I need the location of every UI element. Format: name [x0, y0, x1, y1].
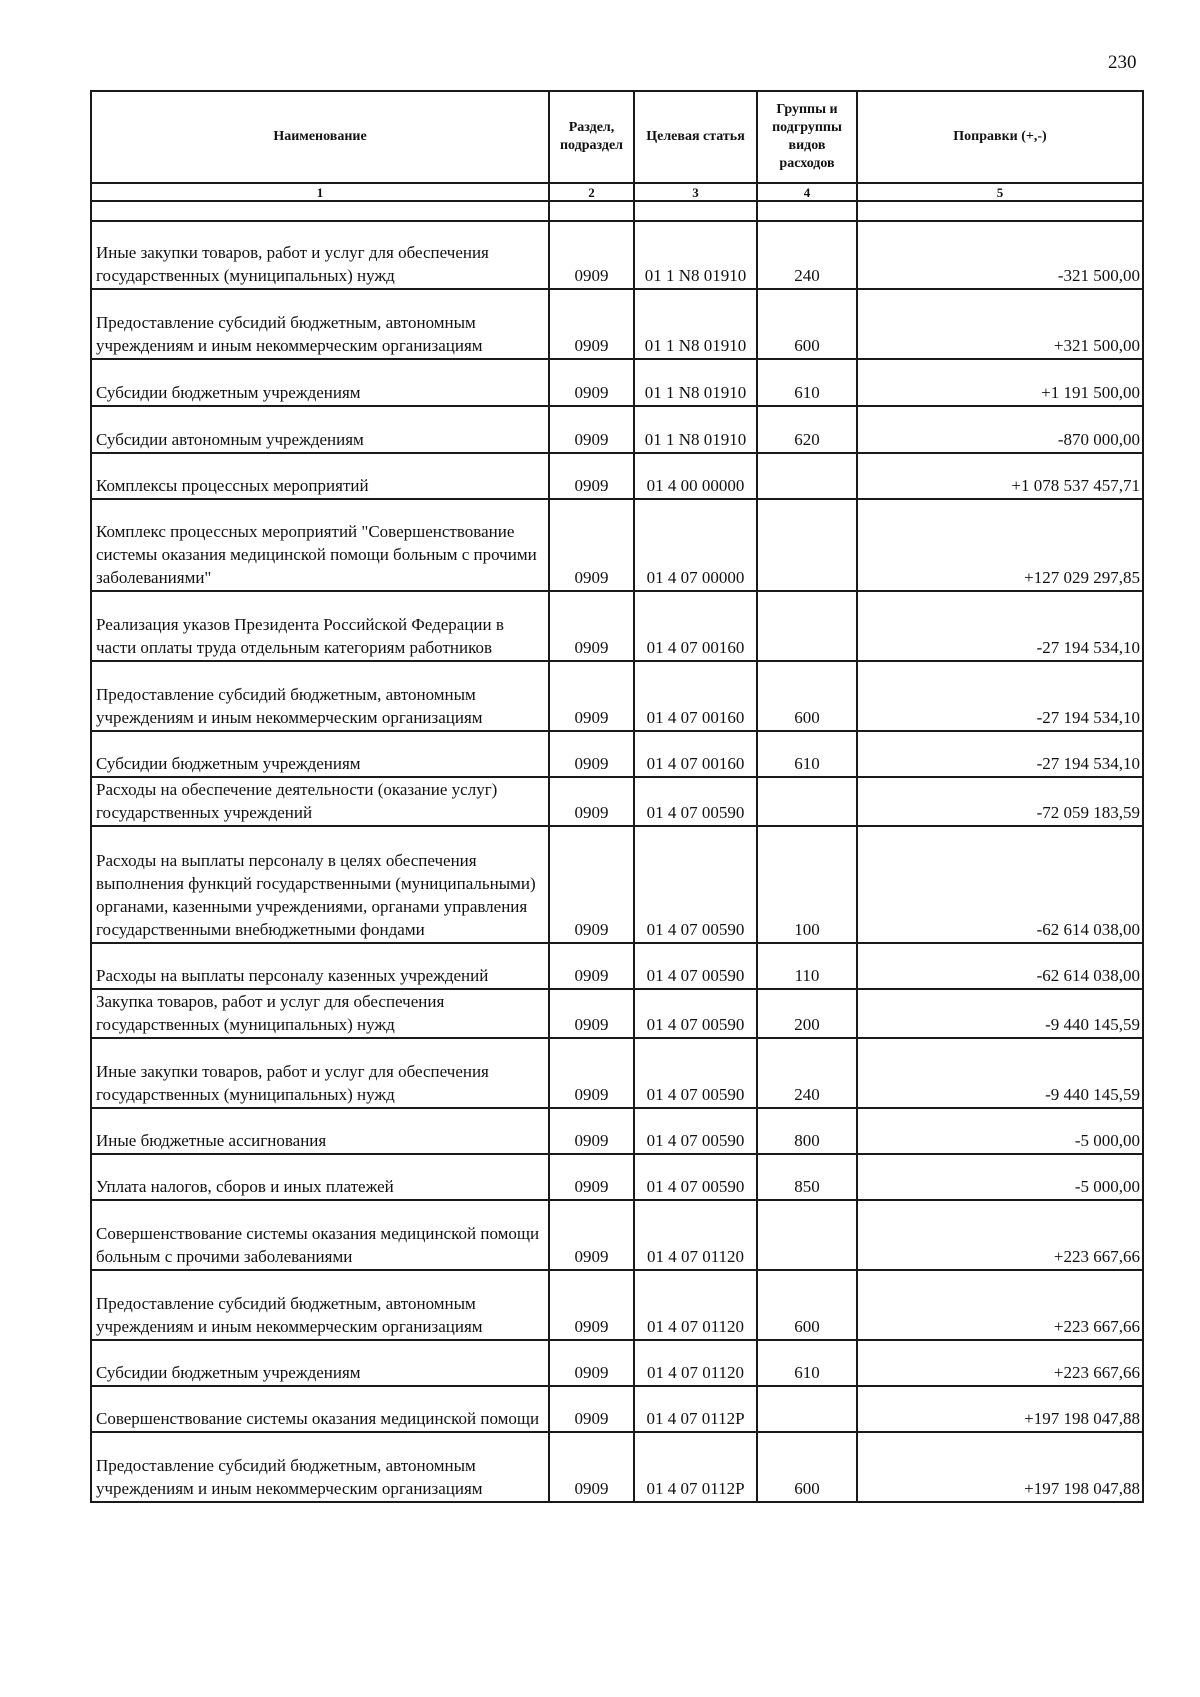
header-target: Целевая статья: [634, 91, 757, 183]
row-section-code: 0909: [549, 221, 634, 289]
header-group: Группы и подгруппы видов расходов: [757, 91, 857, 183]
header-section: Раздел, подраздел: [549, 91, 634, 183]
row-amount: -9 440 145,59: [857, 1038, 1143, 1108]
row-section-code: 0909: [549, 1038, 634, 1108]
row-section-code: 0909: [549, 499, 634, 591]
row-name: Субсидии бюджетным учреждениям: [91, 1340, 549, 1386]
table-row: [91, 406, 1143, 453]
row-target-code: 01 4 07 00590: [634, 1038, 757, 1108]
row-amount: -321 500,00: [857, 221, 1143, 289]
row-expense-group: 600: [757, 1432, 857, 1502]
row-name: Совершенствование системы оказания медицинской помощи: [91, 1386, 549, 1432]
table-row: [91, 943, 1143, 989]
row-section-code: 0909: [549, 1200, 634, 1270]
table-row: [91, 1340, 1143, 1386]
row-name: Расходы на обеспечение деятельности (оказание услуг) государственных учреждений: [91, 777, 549, 826]
row-name: Совершенствование системы оказания медицинской помощи больным с прочими заболеваниями: [91, 1200, 549, 1270]
row-expense-group: 600: [757, 661, 857, 731]
row-amount: -27 194 534,10: [857, 731, 1143, 777]
column-number: 5: [857, 183, 1143, 201]
spacer-row: [91, 201, 1143, 221]
table-row: [91, 359, 1143, 406]
row-target-code: 01 4 07 00160: [634, 731, 757, 777]
row-target-code: 01 4 07 00590: [634, 777, 757, 826]
table-body: [91, 201, 1143, 1502]
row-amount: +223 667,66: [857, 1200, 1143, 1270]
table-row: [91, 499, 1143, 591]
row-section-code: 0909: [549, 1270, 634, 1340]
table-row: [91, 1386, 1143, 1432]
row-name: Предоставление субсидий бюджетным, автономным учреждениям и иным некоммерческим организациям: [91, 1270, 549, 1340]
table-row: [91, 777, 1143, 826]
row-amount: +223 667,66: [857, 1270, 1143, 1340]
row-name: Уплата налогов, сборов и иных платежей: [91, 1154, 549, 1200]
header-name: Наименование: [91, 91, 549, 183]
row-target-code: 01 4 07 00160: [634, 661, 757, 731]
row-section-code: 0909: [549, 1386, 634, 1432]
row-section-code: 0909: [549, 826, 634, 943]
row-name: Предоставление субсидий бюджетным, автономным учреждениям и иным некоммерческим организациям: [91, 1432, 549, 1502]
row-section-code: 0909: [549, 1154, 634, 1200]
table-row: [91, 731, 1143, 777]
row-target-code: 01 4 07 01120: [634, 1200, 757, 1270]
row-amount: -9 440 145,59: [857, 989, 1143, 1038]
row-amount: -27 194 534,10: [857, 661, 1143, 731]
table-row: [91, 221, 1143, 289]
row-expense-group: 240: [757, 1038, 857, 1108]
row-target-code: 01 4 07 01120: [634, 1270, 757, 1340]
row-name: Комплекс процессных мероприятий "Совершенствование системы оказания медицинской помощи больным с прочими заболеваниями": [91, 499, 549, 591]
row-expense-group: 200: [757, 989, 857, 1038]
table-header-row: [91, 91, 1143, 183]
row-expense-group: [757, 1386, 857, 1432]
row-expense-group: 100: [757, 826, 857, 943]
column-number-row: [91, 183, 1143, 201]
row-expense-group: [757, 777, 857, 826]
row-expense-group: 800: [757, 1108, 857, 1154]
row-section-code: 0909: [549, 591, 634, 661]
row-section-code: 0909: [549, 453, 634, 499]
row-name: Расходы на выплаты персоналу казенных учреждений: [91, 943, 549, 989]
row-expense-group: 110: [757, 943, 857, 989]
row-expense-group: 600: [757, 289, 857, 359]
row-expense-group: [757, 453, 857, 499]
page-number: 230: [1108, 52, 1137, 73]
row-amount: -5 000,00: [857, 1108, 1143, 1154]
table-row: [91, 826, 1143, 943]
row-section-code: 0909: [549, 777, 634, 826]
row-amount: +127 029 297,85: [857, 499, 1143, 591]
row-expense-group: 610: [757, 1340, 857, 1386]
row-name: Иные бюджетные ассигнования: [91, 1108, 549, 1154]
table-row: [91, 453, 1143, 499]
table-row: [91, 1200, 1143, 1270]
row-target-code: 01 4 07 00000: [634, 499, 757, 591]
row-amount: +1 078 537 457,71: [857, 453, 1143, 499]
row-target-code: 01 1 N8 01910: [634, 359, 757, 406]
row-name: Иные закупки товаров, работ и услуг для обеспечения государственных (муниципальных) нужд: [91, 221, 549, 289]
row-target-code: 01 1 N8 01910: [634, 289, 757, 359]
row-name: Субсидии бюджетным учреждениям: [91, 731, 549, 777]
row-amount: -870 000,00: [857, 406, 1143, 453]
row-amount: -27 194 534,10: [857, 591, 1143, 661]
row-expense-group: 850: [757, 1154, 857, 1200]
column-number: 4: [757, 183, 857, 201]
header-amount: Поправки (+,-): [857, 91, 1143, 183]
row-name: Закупка товаров, работ и услуг для обеспечения государственных (муниципальных) нужд: [91, 989, 549, 1038]
row-target-code: 01 4 07 00590: [634, 989, 757, 1038]
row-section-code: 0909: [549, 1340, 634, 1386]
row-section-code: 0909: [549, 1432, 634, 1502]
row-expense-group: 620: [757, 406, 857, 453]
row-name: Субсидии бюджетным учреждениям: [91, 359, 549, 406]
row-section-code: 0909: [549, 406, 634, 453]
row-expense-group: [757, 1200, 857, 1270]
table-row: [91, 1432, 1143, 1502]
row-section-code: 0909: [549, 989, 634, 1038]
table-row: [91, 1154, 1143, 1200]
row-amount: +1 191 500,00: [857, 359, 1143, 406]
row-target-code: 01 4 07 0112P: [634, 1432, 757, 1502]
table-row: [91, 1038, 1143, 1108]
row-section-code: 0909: [549, 1108, 634, 1154]
row-expense-group: 610: [757, 731, 857, 777]
row-amount: +197 198 047,88: [857, 1432, 1143, 1502]
row-section-code: 0909: [549, 661, 634, 731]
row-target-code: 01 4 07 00590: [634, 826, 757, 943]
row-target-code: 01 4 07 0112P: [634, 1386, 757, 1432]
row-amount: -72 059 183,59: [857, 777, 1143, 826]
row-amount: -62 614 038,00: [857, 826, 1143, 943]
table-row: [91, 1108, 1143, 1154]
table-row: [91, 989, 1143, 1038]
budget-amendments-table: [90, 90, 1144, 1503]
row-expense-group: [757, 499, 857, 591]
row-target-code: 01 1 N8 01910: [634, 406, 757, 453]
table-row: [91, 661, 1143, 731]
row-section-code: 0909: [549, 731, 634, 777]
row-expense-group: 600: [757, 1270, 857, 1340]
row-amount: -62 614 038,00: [857, 943, 1143, 989]
row-expense-group: 240: [757, 221, 857, 289]
row-target-code: 01 4 07 01120: [634, 1340, 757, 1386]
table-row: [91, 289, 1143, 359]
row-amount: +321 500,00: [857, 289, 1143, 359]
row-expense-group: 610: [757, 359, 857, 406]
column-number: 3: [634, 183, 757, 201]
row-name: Реализация указов Президента Российской Федерации в части оплаты труда отдельным категориям работников: [91, 591, 549, 661]
row-target-code: 01 4 07 00590: [634, 943, 757, 989]
row-name: Иные закупки товаров, работ и услуг для обеспечения государственных (муниципальных) нужд: [91, 1038, 549, 1108]
row-name: Комплексы процессных мероприятий: [91, 453, 549, 499]
row-amount: -5 000,00: [857, 1154, 1143, 1200]
row-amount: +197 198 047,88: [857, 1386, 1143, 1432]
row-target-code: 01 4 07 00590: [634, 1154, 757, 1200]
table-row: [91, 1270, 1143, 1340]
row-section-code: 0909: [549, 359, 634, 406]
row-target-code: 01 4 07 00160: [634, 591, 757, 661]
row-name: Субсидии автономным учреждениям: [91, 406, 549, 453]
row-amount: +223 667,66: [857, 1340, 1143, 1386]
row-name: Расходы на выплаты персоналу в целях обеспечения выполнения функций государственными (муниципальными) органами, казенными учреждениями, органами управления государственными внебюджетными фондами: [91, 826, 549, 943]
row-name: Предоставление субсидий бюджетным, автономным учреждениям и иным некоммерческим организациям: [91, 289, 549, 359]
table-row: [91, 591, 1143, 661]
column-number: 2: [549, 183, 634, 201]
row-expense-group: [757, 591, 857, 661]
row-section-code: 0909: [549, 289, 634, 359]
row-target-code: 01 1 N8 01910: [634, 221, 757, 289]
row-name: Предоставление субсидий бюджетным, автономным учреждениям и иным некоммерческим организациям: [91, 661, 549, 731]
column-number: 1: [91, 183, 549, 201]
row-target-code: 01 4 07 00590: [634, 1108, 757, 1154]
row-section-code: 0909: [549, 943, 634, 989]
row-target-code: 01 4 00 00000: [634, 453, 757, 499]
